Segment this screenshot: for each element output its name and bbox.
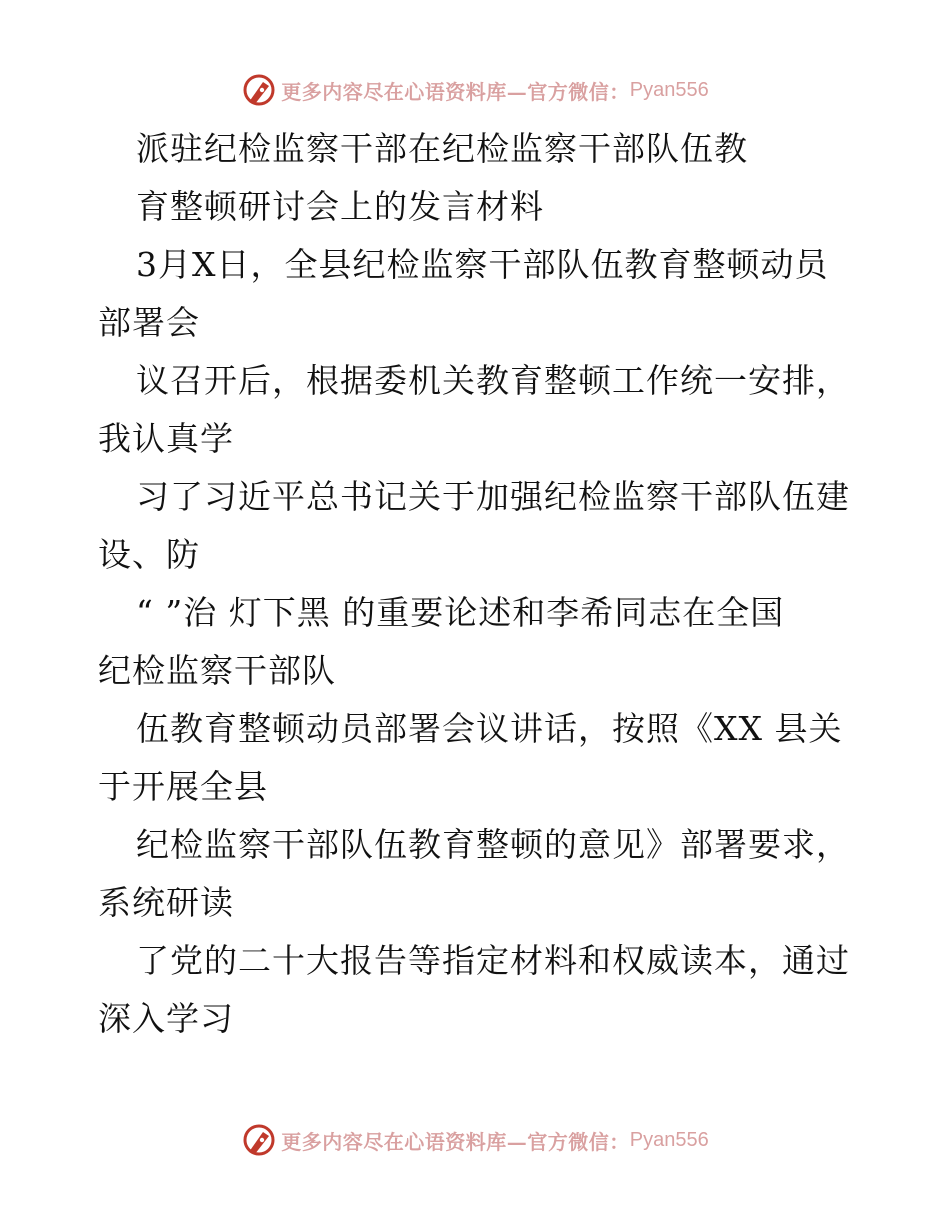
- document-title-line: 育整顿研讨会上的发言材料: [136, 187, 544, 226]
- body-line: 纪检监察干部队伍教育整顿的意见》部署要求，: [136, 825, 850, 864]
- header-banner: [0, 68, 950, 112]
- pen-nib-logo-icon: [241, 1122, 277, 1158]
- header-banner-wechat-id: Pyan556: [629, 78, 709, 101]
- body-line: 于开展全县: [98, 767, 268, 806]
- footer-banner: [0, 1118, 950, 1162]
- body-line: 我认真学: [98, 419, 234, 458]
- body-line: 习了习近平总书记关于加强纪检监察干部队伍建: [136, 477, 850, 516]
- body-line: 深入学习: [98, 999, 234, 1038]
- body-line: 议召开后，根据委机关教育整顿工作统一安排，: [136, 361, 850, 400]
- body-line: 3月X日，全县纪检监察干部队伍教育整顿动员: [136, 245, 829, 284]
- body-line: 伍教育整顿动员部署会议讲话，按照《XX 县关: [136, 709, 843, 748]
- body-line: “ ”治 灯下黑 的重要论述和李希同志在全国: [136, 593, 785, 632]
- document-title-line: 派驻纪检监察干部在纪检监察干部队伍教: [136, 129, 748, 168]
- document-body: [98, 120, 858, 1048]
- body-line: 部署会: [98, 303, 200, 342]
- body-line: 设、防: [98, 535, 200, 574]
- body-line: 纪检监察干部队: [98, 651, 336, 690]
- header-banner-text: 更多内容尽在心语资料库—官方微信：: [281, 79, 630, 104]
- pen-nib-logo-icon: [241, 72, 277, 108]
- body-line: 了党的二十大报告等指定材料和权威读本，通过: [136, 941, 850, 980]
- body-line: 系统研读: [98, 883, 234, 922]
- footer-banner-wechat-id: Pyan556: [629, 1128, 709, 1151]
- footer-banner-text: 更多内容尽在心语资料库—官方微信：: [281, 1129, 630, 1154]
